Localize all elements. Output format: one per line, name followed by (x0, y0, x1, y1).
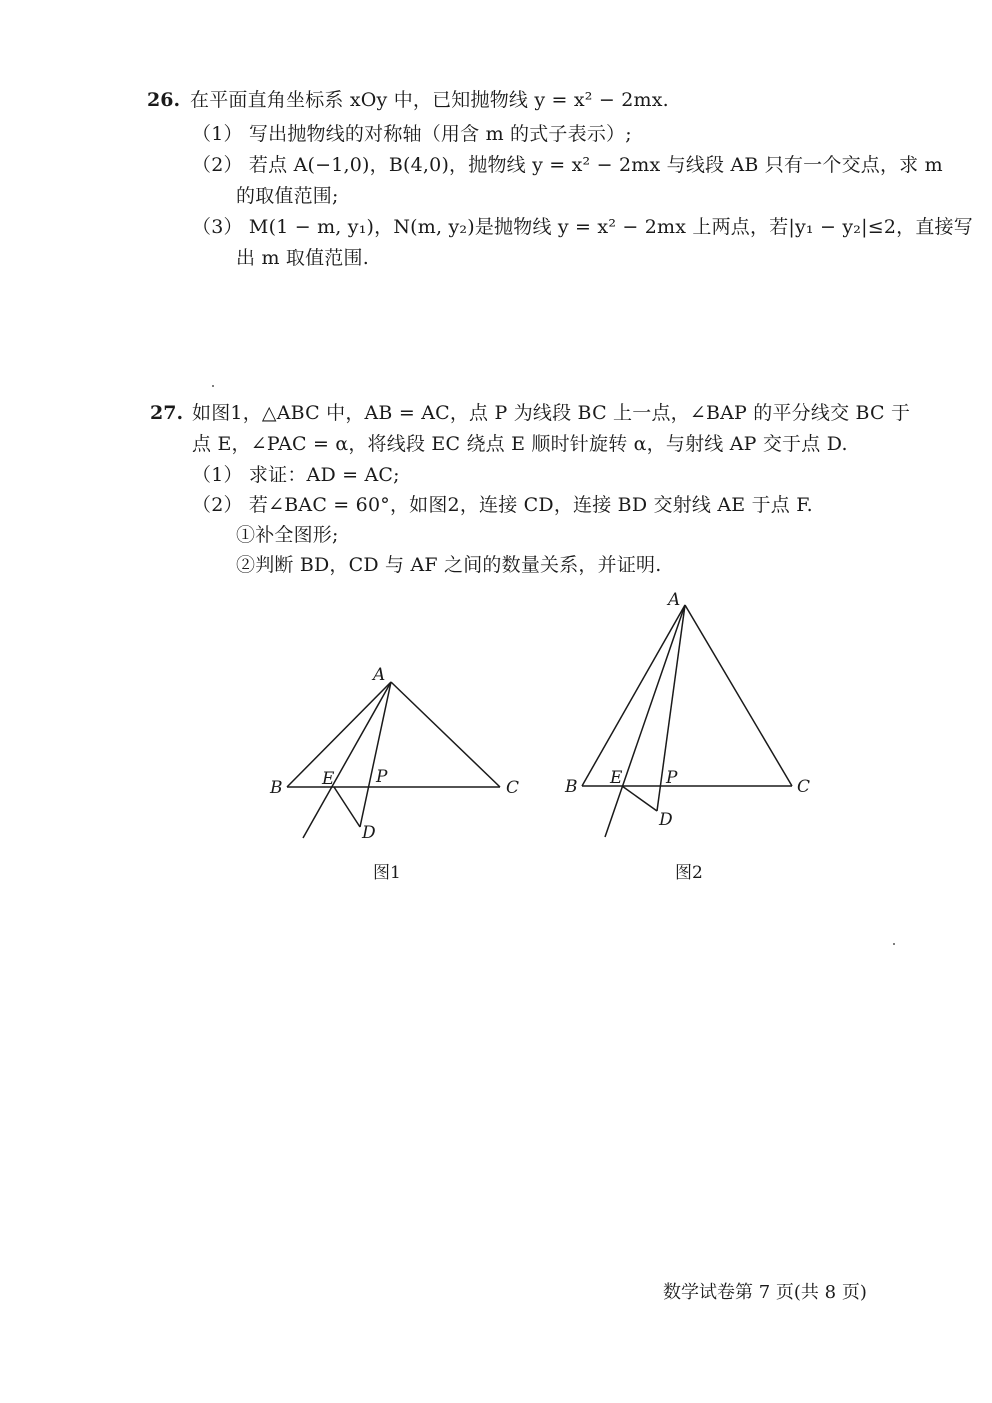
page-footer: 数学试卷第 7 页(共 8 页) (663, 1282, 867, 1303)
fig1-segment-AC (391, 682, 500, 787)
fig1-segment-ED (334, 787, 360, 827)
fig2-label-P: P (666, 768, 678, 788)
fig1-label-B: B (270, 778, 283, 798)
question-27-part-2-item-1: ①补全图形; (236, 524, 339, 546)
fig1-segment-AD (360, 682, 391, 827)
question-26-part-2-line-1: （2） 若点 A(−1,0)，B(4,0)，抛物线 y = x² − 2mx 与线段 AB 只有一个交点，求 m (192, 154, 943, 176)
figure-1-diagram (260, 660, 530, 850)
question-27-part-2-item-2: ②判断 BD，CD 与 AF 之间的数量关系，并证明. (236, 554, 662, 576)
figure-2-diagram (560, 585, 820, 845)
fig1-label-E: E (322, 769, 335, 789)
fig1-label-D: D (362, 823, 376, 843)
fig2-label-E: E (610, 768, 623, 788)
fig1-label-P: P (376, 767, 388, 787)
question-27-part-2: （2） 若∠BAC = 60°，如图2，连接 CD，连接 BD 交射线 AE 于点 F. (192, 494, 813, 516)
question-27-part-1: （1） 求证：AD = AC; (192, 464, 400, 486)
fig2-label-A: A (668, 590, 681, 610)
fig2-label-B: B (565, 777, 578, 797)
fig2-segment-AC (685, 605, 792, 786)
question-26-part-3-line-1: （3） M(1 − m, y₁)，N(m, y₂)是抛物线 y = x² − 2mx 上两点，若|y₁ − y₂|≤2，直接写 (192, 216, 973, 238)
figure-1-caption: 图1 (373, 863, 401, 883)
fig1-ray-AE (303, 682, 391, 838)
fig2-label-D: D (659, 810, 673, 830)
question-27-stem-line-2: 点 E，∠PAC = α，将线段 EC 绕点 E 顺时针旋转 α，与射线 AP 交于点 D. (192, 433, 848, 455)
fig2-label-C: C (797, 777, 811, 797)
scan-speck (212, 385, 214, 387)
question-26-part-2-line-2: 的取值范围; (236, 185, 339, 207)
fig2-segment-ED (622, 786, 657, 811)
fig1-label-A: A (373, 665, 386, 685)
scan-speck (893, 943, 895, 945)
question-26-stem: 在平面直角坐标系 xOy 中，已知抛物线 y = x² − 2mx. (190, 89, 669, 111)
fig2-segment-AB (582, 605, 685, 786)
question-26-number: 26. (147, 89, 181, 111)
fig1-label-C: C (506, 778, 520, 798)
question-27-stem-line-1: 如图1，△ABC 中，AB = AC，点 P 为线段 BC 上一点，∠BAP 的平分线交 BC 于 (192, 402, 911, 424)
question-26-part-1: （1） 写出抛物线的对称轴（用含 m 的式子表示）; (192, 123, 632, 145)
figure-2-caption: 图2 (675, 863, 703, 883)
question-26-part-3-line-2: 出 m 取值范围. (236, 247, 369, 269)
question-27-number: 27. (150, 402, 184, 424)
